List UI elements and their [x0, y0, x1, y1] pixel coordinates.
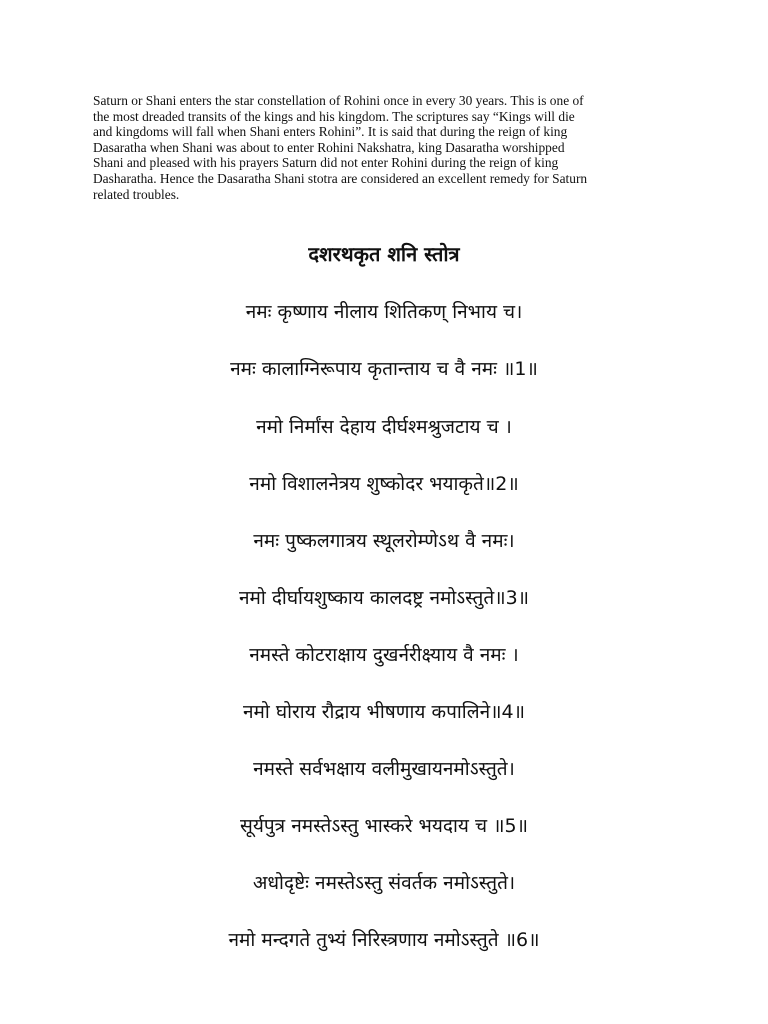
verse-line: नमः कृष्णाय नीलाय शितिकण् निभाय च।: [245, 301, 523, 323]
stotra-title: दशरथकृत शनि स्तोत्र: [308, 242, 460, 266]
intro-line: Saturn or Shani enters the star constellation of Rohini once in every 30 years. This is one of: [93, 93, 584, 108]
verse-line: नमः कालाग्निरूपाय कृतान्ताय च वै नमः ॥1॥: [230, 358, 538, 380]
verse-line: नमो घोराय रौद्राय भीषणाय कपालिने॥4॥: [242, 701, 525, 723]
verse-line: नमो विशालनेत्रय शुष्कोदर भयाकृते॥2॥: [249, 473, 519, 495]
intro-line: and kingdoms will fall when Shani enters Rohini”. It is said that during the reign of king: [93, 124, 568, 140]
intro-line: the most dreaded transits of the kings and his kingdom. The scriptures say “Kings will die: [93, 108, 575, 124]
verse-line: नमस्ते कोटराक्षाय दुखर्नरीक्ष्याय वै नमः ।: [249, 644, 519, 666]
verse-line: नमस्ते सर्वभक्षाय वलीमुखायनमोऽस्तुते।: [253, 758, 515, 780]
intro-paragraph: [93, 93, 673, 202]
verse-line: नमो मन्दगते तुभ्यं निरिस्त्रणाय नमोऽस्तुते ॥6॥: [228, 929, 540, 951]
intro-line: related troubles.: [93, 186, 180, 202]
intro-line: Dasaratha when Shani was about to enter Rohini Nakshatra, king Dasaratha worshipped: [93, 139, 565, 155]
verse-line: नमः पुष्कलगात्रय स्थूलरोम्णेऽथ वै नमः।: [253, 530, 515, 552]
intro-line: Shani and pleased with his prayers Saturn did not enter Rohini during the reign of king: [93, 155, 559, 171]
intro-line: Dasharatha. Hence the Dasaratha Shani stotra are considered an excellent remedy for Saturn: [93, 170, 588, 186]
verse-line: नमो निर्मांस देहाय दीर्घश्मश्रुजटाय च ।: [256, 416, 512, 438]
verse-line: सूर्यपुत्र नमस्तेऽस्तु भास्करे भयदाय च ॥5॥: [240, 815, 528, 837]
verse-line: नमो दीर्घायशुष्काय कालदष्ट्र नमोऽस्तुते॥3॥: [238, 587, 530, 609]
verse-line: अधोदृष्टेः नमस्तेऽस्तु संवर्तक नमोऽस्तुते।: [252, 872, 516, 894]
